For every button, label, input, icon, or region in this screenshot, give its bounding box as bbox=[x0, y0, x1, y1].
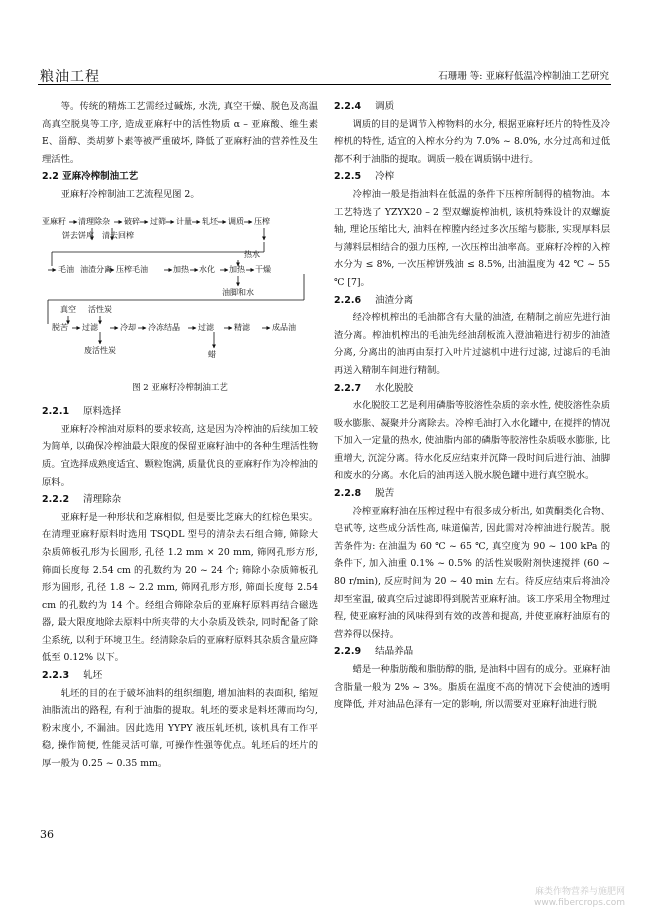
flow-node: 调质 bbox=[228, 216, 244, 226]
flow-side-label: 油脚和水 bbox=[222, 287, 254, 297]
flow-node: 油渣分离 bbox=[80, 264, 112, 274]
flow-node: 压榨 bbox=[254, 216, 270, 226]
flow-node: 清理除杂 bbox=[78, 216, 110, 226]
paragraph-2-2-7: 水化脱胶工艺是利用磷脂等胶溶性杂质的亲水性, 使胶溶性杂质吸水膨胀、凝聚并分离除去。冷榨毛油打入水化罐中, 在搅拌的情况下加入一定量的热水, 使油脂内部的磷脂等胶溶性杂质吸水膨胀, 比重增大, 沉淀分离。待水化反应结束并沉降一段时间后进行油、油脚和废水的分离。水化后的油再送入脱水脱色罐中进行真空脱水。 bbox=[334, 400, 610, 482]
paragraph-2-2-9: 蜡是一种脂肪酸和脂肪醇的脂, 是油料中固有的成分。亚麻籽油含脂量一般为 2% ~ 3%。脂质在温度不高的情况下会使油的透明度降低, 并对油品色泽有一定的影响, 所以需要对亚麻籽油进行脱 bbox=[334, 664, 610, 711]
watermark-title: 麻类作物营养与施肥网 bbox=[534, 887, 625, 897]
flow-node: 干燥 bbox=[255, 264, 271, 274]
paragraph-fig-ref: 亚麻籽冷榨制油工艺流程见图 2。 bbox=[60, 188, 200, 200]
subsection-heading-2-2-6: 2.2.6 油渣分离 bbox=[334, 294, 414, 306]
subsection-heading-2-2-7: 2.2.7 水化脱胶 bbox=[334, 382, 414, 394]
flow-node: 计量 bbox=[176, 216, 192, 226]
flow-node: 加热 bbox=[229, 264, 245, 274]
paragraph-2-2-1: 亚麻籽冷榨油对原料的要求较高, 这是因为冷榨油的后续加工较为简单, 以确保冷榨油最大限度的保留亚麻籽油中的各种生理活性物质。宜选择成熟度适宜、颗粒饱满, 质量优良的亚麻籽作为冷榨油的原料。 bbox=[42, 423, 318, 488]
paragraph-2-2-6: 经冷榨机榨出的毛油都含有大量的油渣, 在精制之前应先进行油渣分离。榨油机榨出的毛油先经油刮板流入澄油箱进行初步的油渣分离, 分离出的油再由泵打入叶片过滤机中进行过滤, 过滤后的毛油再送入精制车间进行精制。 bbox=[334, 312, 610, 376]
flow-side-label: 清去回榨 bbox=[102, 230, 134, 240]
flow-node: 破碎 bbox=[124, 216, 140, 226]
flow-node: 精滤 bbox=[234, 322, 250, 332]
flow-node: 毛油 bbox=[58, 264, 74, 274]
subsection-heading-2-2-9: 2.2.9 结晶养晶 bbox=[334, 646, 414, 658]
flow-node: 脱苦 bbox=[52, 322, 68, 332]
paragraph-2-2-8: 冷榨亚麻籽油在压榨过程中有很多成分析出, 如黄酮类化合物、皂甙等, 这些成分活性高, 味道偏苦, 因此需对冷榨油进行脱苦。脱苦条件为: 在油温为 60 ℃ ~ 65 ℃, 真空度为 90 ~ 100 kPa 的条件下, 加入油重 0.1% ~ 0.5% 的活性炭吸附剂快速搅拌 (60 ~ 80 r/min), 反应时间为 20 ~ 40 min 左右。待反应结束后将油冷却至室温, 破真空后过滤即得到脱苦亚麻籽油。该工序采用全物理过程, 使亚麻籽油的风味得到有效的改善和提高, 并使亚麻籽油原有的营养得以保持。 bbox=[334, 505, 610, 640]
section-heading-2-2: 2.2 亚麻冷榨制油工艺 bbox=[42, 171, 139, 183]
subsection-heading-2-2-4: 2.2.4 调质 bbox=[334, 101, 395, 112]
flow-side-label: 废活性炭 bbox=[84, 345, 116, 355]
watermark-url: www.fibercrops.com bbox=[534, 898, 625, 908]
subsection-heading-2-2-3: 2.2.3 轧坯 bbox=[42, 670, 103, 682]
paragraph-2-2-5: 冷榨油一般是指油料在低温的条件下压榨所制得的植物油。本工艺特选了 YZYX20 – 2 型双螺旋榨油机, 该机特殊设计的双螺旋轴, 理论压缩比大, 油料在榨膛内经过多次压缩与膨胀, 实现厚料层与薄料层相结合的强力压榨, 一次压榨出油率高。亚麻籽冷榨的入榨水分为 ≤ 8%, 一次压榨饼残油 ≤ 8.5%, 出油温度为 42 ℃ ~ 55 ℃ [7]。 bbox=[334, 188, 610, 288]
flow-node: 过筛 bbox=[150, 216, 166, 226]
flow-node: 压榨毛油 bbox=[116, 264, 148, 274]
subsection-heading-2-2-2: 2.2.2 清理除杂 bbox=[42, 494, 122, 506]
flow-side-label: 活性炭 bbox=[88, 304, 112, 314]
subsection-heading-2-2-1: 2.2.1 原料选择 bbox=[42, 406, 122, 418]
flow-node: 冷却 bbox=[120, 322, 136, 332]
process-flow-figure bbox=[42, 208, 318, 378]
flow-node: 轧坯 bbox=[202, 216, 218, 226]
watermark bbox=[534, 887, 625, 909]
flow-node: 水化 bbox=[199, 264, 215, 274]
running-header bbox=[38, 64, 611, 85]
flow-node: 加热 bbox=[173, 264, 189, 274]
subsection-heading-2-2-5: 2.2.5 冷榨 bbox=[334, 171, 395, 183]
flow-node: 亚麻籽 bbox=[42, 216, 66, 226]
paragraph-2-2-2: 亚麻籽是一种形状和芝麻相似, 但是要比芝麻大的红棕色果实。在清理亚麻籽原料时选用 TSQDL 型号的清杂去石组合筛, 筛除大杂质筛板孔形为长圆形, 孔径 1.2 mm × 20 mm, 筛网孔形方形, 筛面长度每 2.54 cm 的孔数约为 20 ~ 24 个; 筛除小杂质筛板孔形为圆形, 孔径 1.8 ~ 2.2 mm, 筛网孔形方形, 筛面长度每 2.54 cm 的孔数约为 14 个。经组合筛除杂后的亚麻籽原料再结合磁选器, 最大限度地除去原料中所夹带的大小杂质及铁杂, 同时配备了除尘系统, 以利于环境卫生。经清除杂后的亚麻籽原料其杂质含量应降低至 0.12% 以下。 bbox=[42, 511, 318, 664]
flow-node: 冷冻结晶 bbox=[148, 322, 180, 332]
flow-side-label: 饼去饼库 bbox=[62, 230, 94, 240]
flow-side-label: 热水 bbox=[244, 249, 260, 259]
flow-side-label: 蜡 bbox=[208, 349, 216, 359]
journal-name: 粮油工程 bbox=[40, 69, 100, 85]
right-column bbox=[334, 98, 610, 714]
flow-node: 过滤 bbox=[198, 322, 214, 332]
paragraph-2-2-3: 轧坯的目的在于破坏油料的组织细胞, 增加油料的表面积, 缩短油脂流出的路程, 有利于油脂的提取。轧坯的要求是料坯薄而均匀, 粉末度小, 不漏油。因此选用 YYPY 液压轧坯机, 该机具有工作平稳, 操作简便, 性能灵活可靠, 可操作性强等优点。轧坯后的坯片的厚一般为 0.25 ~ 0.35 mm。 bbox=[42, 687, 318, 770]
flow-node: 过滤 bbox=[82, 322, 98, 332]
article-running-title: 石珊珊 等: 亚麻籽低温冷榨制油工艺研究 bbox=[438, 71, 609, 82]
flow-node: 成品油 bbox=[272, 322, 296, 332]
subsection-heading-2-2-8: 2.2.8 脱苦 bbox=[334, 488, 395, 500]
flow-side-label: 真空 bbox=[60, 304, 76, 314]
left-column bbox=[42, 98, 318, 773]
figure-caption: 图 2 亚麻籽冷榨制油工艺 bbox=[132, 382, 228, 393]
page-number: 36 bbox=[40, 828, 54, 841]
paragraph-intro: 等。传统的精炼工艺需经过碱炼, 水洗, 真空干燥、脱色及高温高真空脱臭等工序, 造成亚麻籽中的活性物质 α – 亚麻酸、维生素 E、甾醇、类胡萝卜素等被严重破坏, 降低了亚麻籽油的营养性及生理活性。 bbox=[42, 101, 318, 165]
paragraph-2-2-4: 调质的目的是调节入榨物料的水分, 根据亚麻籽坯片的特性及冷榨机的特性, 适宜的入榨水分约为 7.0% ~ 8.0%, 水分过高和过低都不利于油脂的提取。调质一般在调质锅中进行。 bbox=[334, 118, 610, 165]
